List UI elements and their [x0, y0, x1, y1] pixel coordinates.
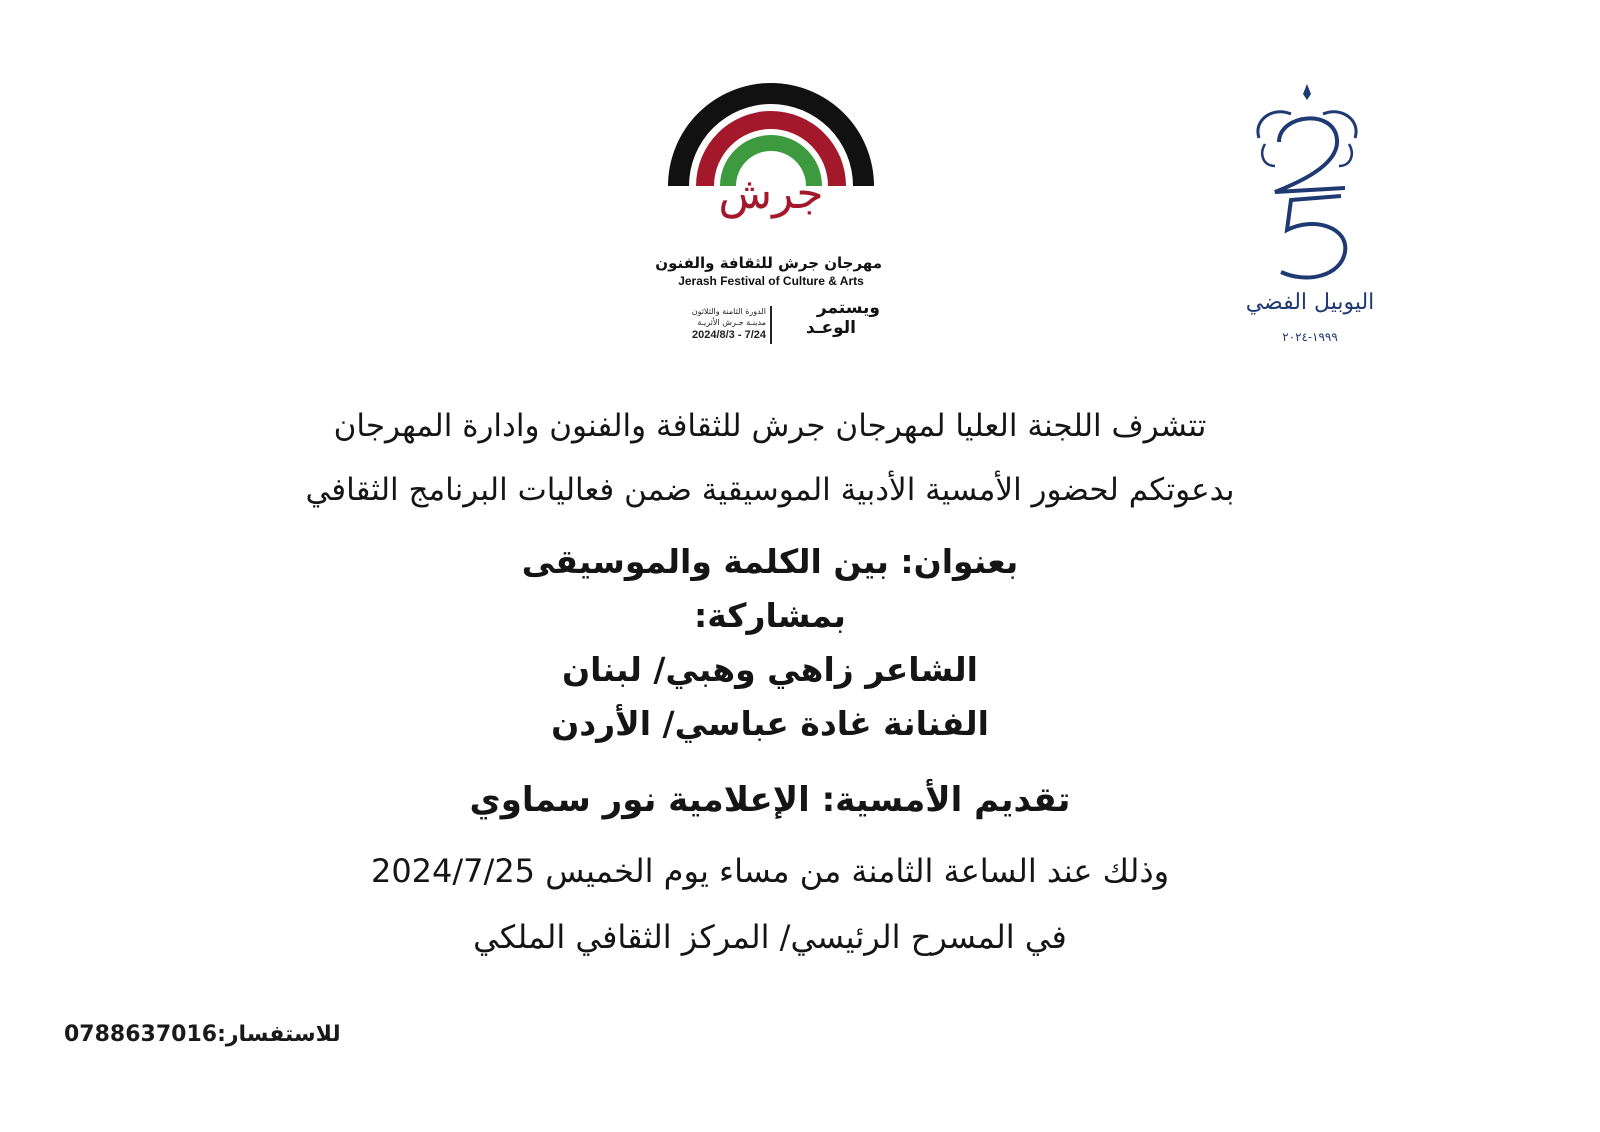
invitation-intro-line1: تتشرف اللجنة العليا لمهرجان جرش للثقافة والفنون وادارة المهرجان: [333, 408, 1207, 444]
festival-arch-emblem: [660, 78, 882, 238]
festival-name-english: Jerash Festival of Culture & Arts: [678, 274, 864, 288]
festival-dates: 2024/8/3 - 7/24: [691, 329, 766, 341]
jubilee-title: اليوبيل الفضي: [1245, 290, 1375, 315]
jerash-festival-logo: [655, 78, 890, 358]
festival-tagline-line2: الوعـد: [805, 318, 856, 338]
participant-artist: الفنانة غادة عباسي/ الأردن: [551, 704, 989, 743]
festival-edition-info: [666, 306, 766, 328]
festival-city: مدينـة جـرش الأثريـة: [697, 318, 766, 327]
participation-label: بمشاركة:: [694, 596, 846, 635]
festival-tagline: [780, 298, 880, 338]
festival-name-arabic: مهرجان جرش للثقافة والفنون: [655, 254, 882, 272]
festival-edition: الدورة الثامنة والثلاثون: [691, 307, 766, 316]
invitation-intro-line2: بدعوتكم لحضور الأمسية الأدبية الموسيقية ضمن فعاليات البرنامج الثقافي: [305, 472, 1235, 508]
event-venue: في المسرح الرئيسي/ المركز الثقافي الملكي: [473, 918, 1067, 956]
jubilee-years: ١٩٩٩-٢٠٢٤: [1282, 330, 1338, 344]
festival-tagline-line1: ويستمر: [816, 298, 880, 318]
silver-jubilee-logo: [1245, 80, 1385, 355]
event-time: وذلك عند الساعة الثامنة من مساء يوم الخميس 2024/7/25: [370, 852, 1170, 890]
participant-poet: الشاعر زاهي وهبي/ لبنان: [562, 650, 978, 689]
inquiry-phone: للاستفسار:0788637016: [64, 1022, 341, 1047]
festival-mark-text: جرش: [718, 168, 824, 219]
event-title: بعنوان: بين الكلمة والموسيقى: [521, 542, 1019, 581]
festival-divider: [770, 306, 772, 344]
jubilee-numeral-emblem: [1245, 80, 1375, 290]
event-host: تقديم الأمسية: الإعلامية نور سماوي: [469, 780, 1071, 820]
